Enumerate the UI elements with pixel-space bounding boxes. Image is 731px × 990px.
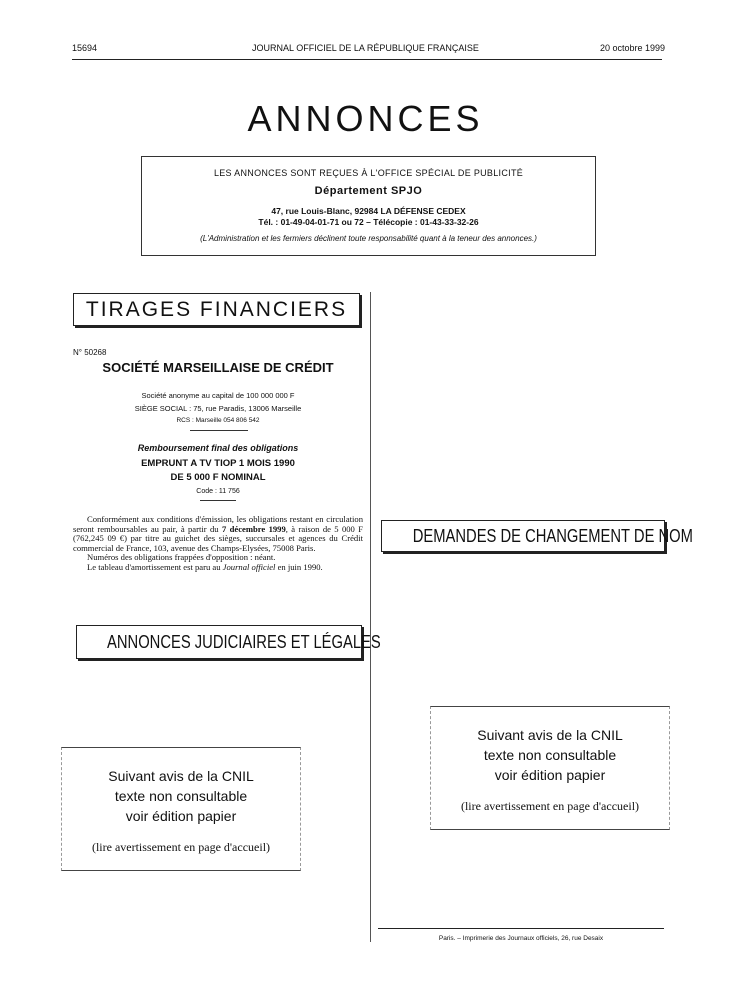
announcement-body: [73, 515, 363, 572]
section-tirages-financiers: TIRAGES FINANCIERS: [73, 293, 360, 326]
section-annonces-judiciaires: [76, 625, 381, 659]
footer-rule: [378, 928, 664, 929]
cnil-warning: (lire avertissement en page d'accueil): [460, 799, 640, 813]
notice-address: 47, rue Louis-Blanc, 92984 LA DÉFENSE CEDEX: [271, 206, 466, 216]
emprunt-code: Code : 11 756: [196, 488, 240, 495]
page-number: 15694: [72, 43, 98, 53]
page-title: ANNONCES: [247, 98, 484, 139]
notice-box: [141, 156, 596, 256]
body-paragraph: [73, 563, 363, 573]
cnil-line: Suivant avis de la CNIL: [108, 768, 254, 784]
paragraph-text: en juin 1990.: [275, 561, 323, 572]
company-rcs: RCS : Marseille 054 806 542: [176, 417, 260, 424]
notice-disclaimer: (L'Administration et les fermiers déclinent toute responsabilité quant à la teneur des annonces.): [200, 234, 537, 243]
repayment-date: 7 décembre 1999: [221, 523, 286, 534]
announcement-number: N° 50268: [73, 348, 107, 357]
journal-title: JOURNAL OFFICIEL DE LA RÉPUBLIQUE FRANÇAISE: [252, 43, 479, 53]
company-capital: Société anonyme au capital de 100 000 000 F: [141, 391, 295, 400]
column-divider: [370, 292, 371, 942]
announcement-subject: Remboursement final des obligations: [137, 443, 299, 453]
separator-rule: [190, 430, 248, 431]
body-paragraph: Numéros des obligations frappées d'opposition : néant.: [87, 552, 276, 562]
journal-reference: Journal officiel: [222, 561, 276, 572]
issue-date: 20 octobre 1999: [599, 43, 665, 53]
notice-contact: Tél. : 01-49-04-01-71 ou 72 – Télécopie : 01-43-33-32-26: [258, 217, 479, 227]
separator-rule: [200, 500, 236, 501]
emprunt-nominal: DE 5 000 F NOMINAL: [170, 472, 266, 483]
paragraph-text: Le tableau d'amortissement est paru au: [87, 561, 223, 572]
cnil-notice-right: [430, 706, 670, 830]
paragraph-text: Conformément aux conditions d'émission, les obligations restant en circulation seront remboursables au pair, à partir du: [73, 514, 363, 534]
printer-footer: Paris. – Imprimerie des Journaux officiels, 26, rue Desaix: [438, 935, 604, 942]
paragraph-text: , à raison de 5 000 F (762,245 09 €) par titre au guichet des sièges, succursales et agences du Crédit commercial de France, 103, avenue des Champs-Elysées, 75008 Paris.: [73, 523, 363, 553]
cnil-line: Suivant avis de la CNIL: [477, 727, 623, 743]
section-label: DEMANDES DE CHANGEMENT DE NOM: [412, 526, 693, 546]
emprunt-title: EMPRUNT A TV TIOP 1 MOIS 1990: [141, 458, 295, 469]
cnil-line: texte non consultable: [483, 747, 617, 763]
company-siege: SIÈGE SOCIAL : 75, rue Paradis, 13006 Marseille: [134, 404, 302, 413]
cnil-line: voir édition papier: [125, 808, 237, 824]
notice-line: LES ANNONCES SONT REÇUES À L'OFFICE SPÉCIAL DE PUBLICITÉ: [213, 168, 524, 178]
header-rule: [72, 59, 662, 60]
cnil-warning: (lire avertissement en page d'accueil): [91, 840, 271, 854]
section-label: ANNONCES JUDICIAIRES ET LÉGALES: [107, 632, 381, 652]
cnil-line: texte non consultable: [114, 788, 248, 804]
section-demandes-changement-nom: [381, 520, 693, 552]
notice-department: Département SPJO: [314, 185, 423, 197]
cnil-line: voir édition papier: [494, 767, 606, 783]
cnil-notice-left: [61, 747, 301, 871]
company-name: SOCIÉTÉ MARSEILLAISE DE CRÉDIT: [102, 360, 334, 375]
body-paragraph: [73, 515, 363, 553]
